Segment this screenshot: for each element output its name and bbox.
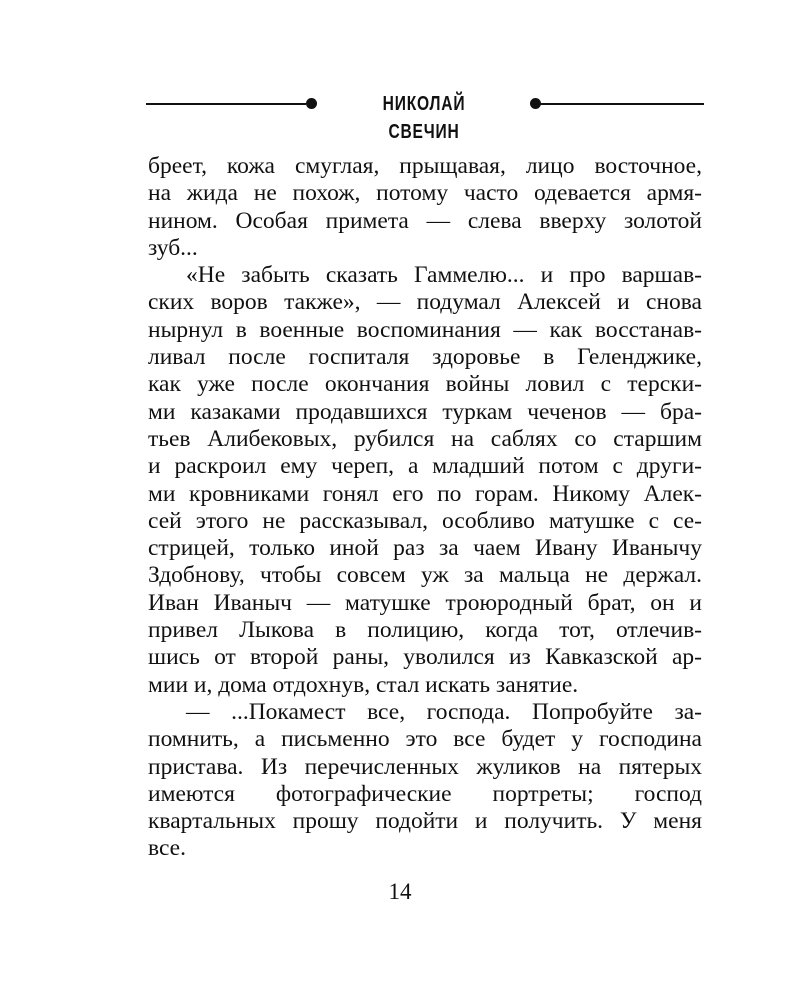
text-line: ских воров также», — подумал Алексей и снова bbox=[148, 289, 702, 316]
text-line: имеются фотографические портреты; господ bbox=[148, 780, 702, 807]
body-text bbox=[148, 153, 702, 863]
text-line: все. bbox=[148, 835, 186, 862]
text-line: бреет, кожа смуглая, прыщавая, лицо восточное, bbox=[148, 153, 702, 179]
text-line: Здобнову, чтобы совсем уж за мальца не держал. bbox=[148, 562, 702, 589]
header-author-name: НИКОЛАЙ СВЕЧИН bbox=[382, 93, 466, 143]
text-line: ми кровниками гонял его по горам. Никому Алек- bbox=[148, 480, 702, 507]
text-line: квартальных прошу подойти и получить. У меня bbox=[148, 808, 702, 835]
text-line: пристава. Из перечисленных жуликов на пятерых bbox=[148, 753, 702, 780]
text-line: стрицей, только иной раз за чаем Ивану Иванычу bbox=[148, 535, 702, 562]
text-line: нырнул в военные воспоминания — как восстанав- bbox=[148, 316, 702, 343]
text-line: привел Лыкова в полицию, когда тот, отлечив- bbox=[148, 617, 702, 644]
text-line: мии и, дома отдохнув, стал искать занятие. bbox=[148, 671, 579, 698]
text-line: как уже после окончания войны ловил с терски- bbox=[148, 371, 702, 398]
header-rule-right bbox=[540, 103, 704, 105]
header-bullet-left-icon bbox=[306, 98, 317, 109]
text-line: помнить, а письменно это все будет у господина bbox=[148, 726, 702, 753]
header-rule-left bbox=[146, 103, 306, 105]
text-line: — ...Покамест все, господа. Попробуйте за- bbox=[186, 698, 702, 725]
text-line: Иван Иваныч — матушке троюродный брат, он и bbox=[148, 589, 702, 616]
text-line: ливал после госпиталя здоровье в Геленджике, bbox=[148, 344, 702, 371]
text-line: тьев Алибековых, рубился на саблях со старшим bbox=[148, 425, 702, 452]
page-number: 14 bbox=[388, 879, 412, 904]
text-line: нином. Особая примета — слева вверху золотой bbox=[148, 207, 702, 234]
running-header bbox=[146, 90, 704, 143]
text-line: шись от второй раны, уволился из Кавказской ар- bbox=[148, 644, 702, 671]
text-line: «Не забыть сказать Гаммелю... и про варшав- bbox=[186, 262, 702, 289]
text-line: на жида не похож, потому часто одевается армя- bbox=[148, 180, 702, 207]
text-line: зуб... bbox=[148, 234, 198, 261]
text-line: ми казаками продавшихся туркам чеченов — бра- bbox=[148, 398, 702, 425]
text-line: сей этого не рассказывал, особливо матушке с се- bbox=[148, 507, 702, 534]
text-line: и раскроил ему череп, а младший потом с други- bbox=[148, 453, 702, 480]
